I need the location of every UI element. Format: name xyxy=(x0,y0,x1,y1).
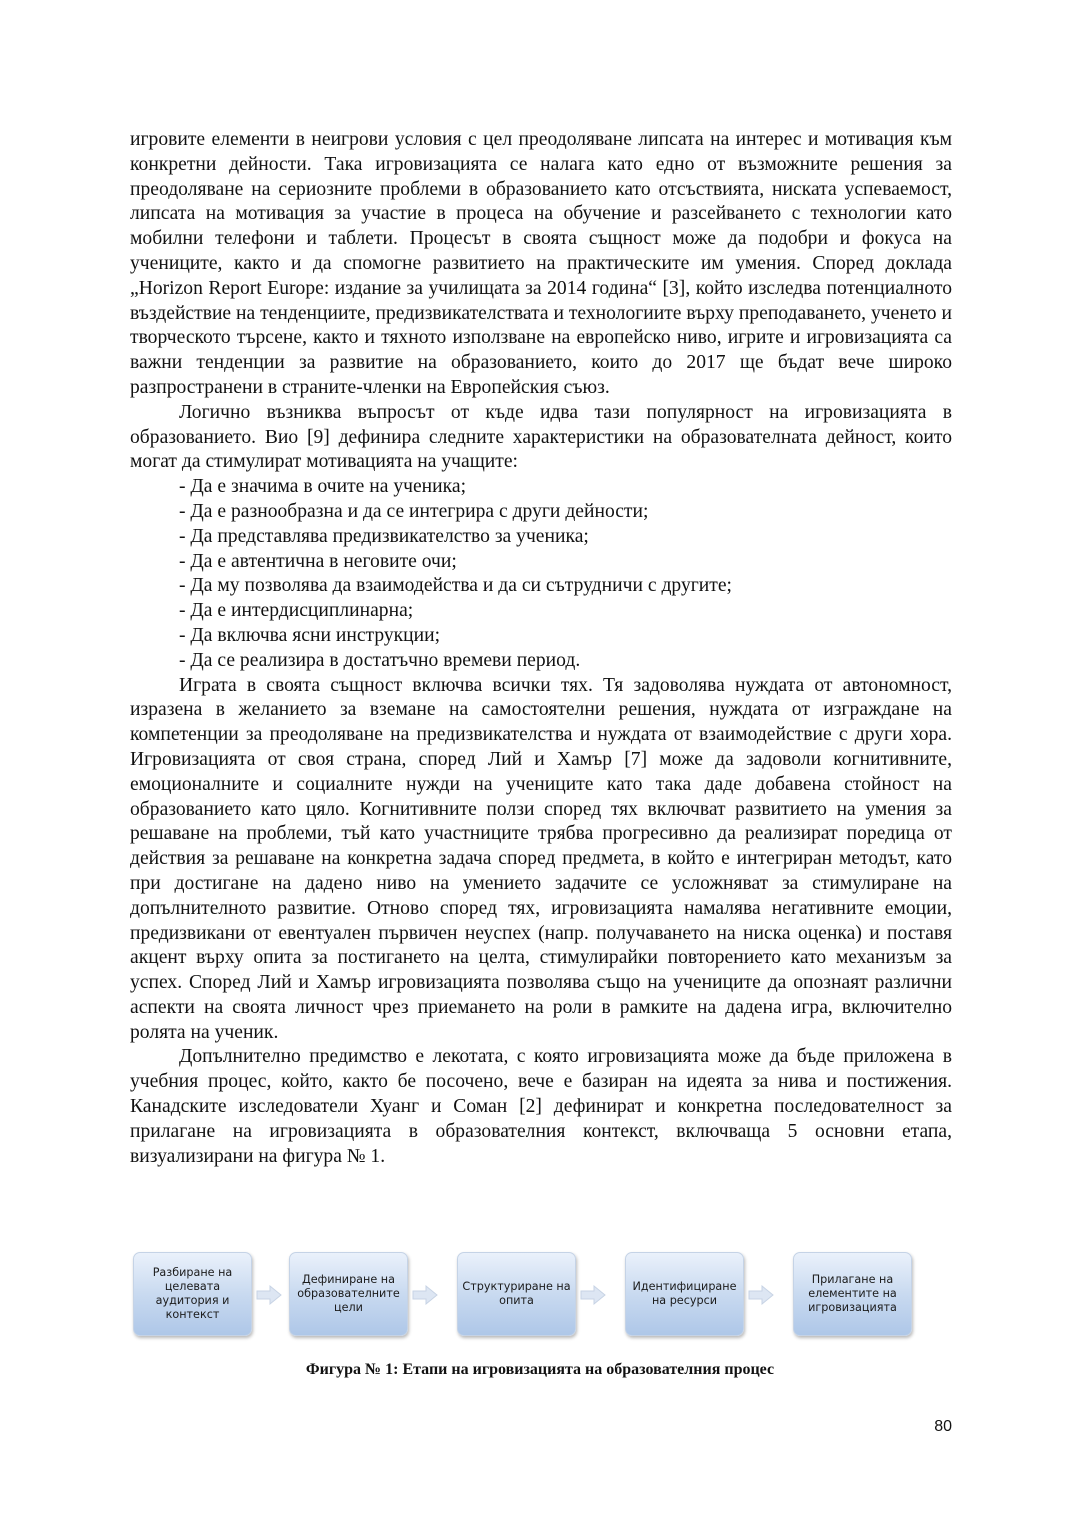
characteristics-list xyxy=(130,475,952,673)
arrow-right-icon xyxy=(256,1284,282,1306)
list-item: - Да е разнообразна и да се интегрира с други дейности; xyxy=(179,500,649,522)
page-number: 80 xyxy=(934,1418,952,1435)
list-item: - Да е автентична в неговите очи; xyxy=(179,550,457,572)
process-diagram xyxy=(133,1252,917,1338)
paragraph-additional-advantage: Допълнително предимство е лекотата, с която игровизацията може да бъде приложена в учебния процес, който, както бе посочено, вече е базиран на идеята за нива и постижения. Канадските изследователи Хуанг и Соман [2] дефинират и конкретна последователност за прилагане на игровизацията в образователния контекст, включваща 5 основни етапа, визуализирани на фигура № 1. xyxy=(130,1046,952,1167)
list-item: - Да включва ясни инструкции; xyxy=(179,624,441,646)
arrow-right-icon xyxy=(412,1284,438,1306)
list-item: - Да се реализира в достатъчно времеви период. xyxy=(179,649,581,671)
list-item: - Да представлява предизвикателство за ученика; xyxy=(179,525,589,547)
arrow-right-icon xyxy=(580,1284,606,1306)
stage-box-defining-goals: Дефиниране на образователните цели xyxy=(289,1252,408,1336)
list-item: - Да е значима в очите на ученика; xyxy=(179,476,467,498)
list-item: - Да му позволява да взаимодейства и да си сътрудничи с другите; xyxy=(179,575,732,597)
paragraph-game-needs: Играта в своята същност включва всички тях. Тя задоволява нуждата от автономност, изразена в желанието за вземане на самостоятелни решения, нуждата от изграждане на компетенции за преодоляване на предизвикателства и нуждата от взаимодействие с други хора. Игровизацията от своя страна, според Лий и Хамър [7] може да задоволи когнитивните, емоционалните и социалните нужди на учениците като така даде добавена стойност на образованието като цяло. Когнитивните ползи според тях включват развитието на умения за решаване на проблеми, тъй като участниците трябва прогресивно да реализират поредица от действия за решаване на конкретна задача според предмета, в който е интегриран методът, като при достигане на дадено ниво на умението задачите се усложняват за стимулиране на допълнителното развитие. Отново според тях, игровизацията намалява негативните емоции, предизвикани от евентуален първичен неуспех (напр. получаването на ниска оценка) и поставя акцент върху опита за постигането на целта, стимулирайки повторението като механизъм за успех. Според Лий и Хамър игровизацията позволява също на учениците да опознаят различни аспекти на своята личност чрез приемането на роли в рамките на дадена игра, включително ролята на ученик. xyxy=(130,674,952,1043)
stage-box-applying: Прилагане на елементите на игровизацията xyxy=(793,1252,912,1336)
stage-box-structuring: Структуриране на опита xyxy=(457,1252,576,1336)
list-item: - Да е интердисциплинарна; xyxy=(179,600,414,622)
paragraph-popularity: Логично възниква въпросът от къде идва тази популярност на игровизацията в образованието. Вио [9] дефинира следните характеристики на образователната дейност, които могат да стимулират мотивацията на учащите: xyxy=(130,401,952,473)
arrow-right-icon xyxy=(748,1284,774,1306)
stage-box-understanding: Разбиране на целевата аудитория и контекст xyxy=(133,1252,252,1336)
body-text xyxy=(130,128,952,1169)
figure-caption: Фигура № 1: Етапи на игровизацията на образователния процес xyxy=(305,1361,775,1378)
paragraph-intro: игровите елементи в неигрови условия с цел преодоляване липсата на интерес и мотивация към конкретни дейности. Така игровизацията се налага като едно от възможните решения за преодоляване на сериозните проблеми в образованието като отсъствията, ниската успеваемост, липсата на мотивация за участие в процеса на обучение и разсейването с технологии като мобилни телефони и таблети. Процесът в своята същност може да подобри и фокуса на учениците, както и да спомогне развитието на практическите им умения. Според доклада „Horizon Report Europe: издание за училищата за 2014 година“ [3], който изследва потенциалното въздействие на тенденциите, предизвикателствата и технологиите върху преподаването, ученето и творческото търсене, както и тяхното използване на европейско ниво, игрите и игровизацията са важни тенденции за развитие на образованието, които до 2017 ще бъдат вече широко разпространени в страните-членки на Европейския съюз. xyxy=(130,129,952,398)
stage-box-resources: Идентифициране на ресурси xyxy=(625,1252,744,1336)
